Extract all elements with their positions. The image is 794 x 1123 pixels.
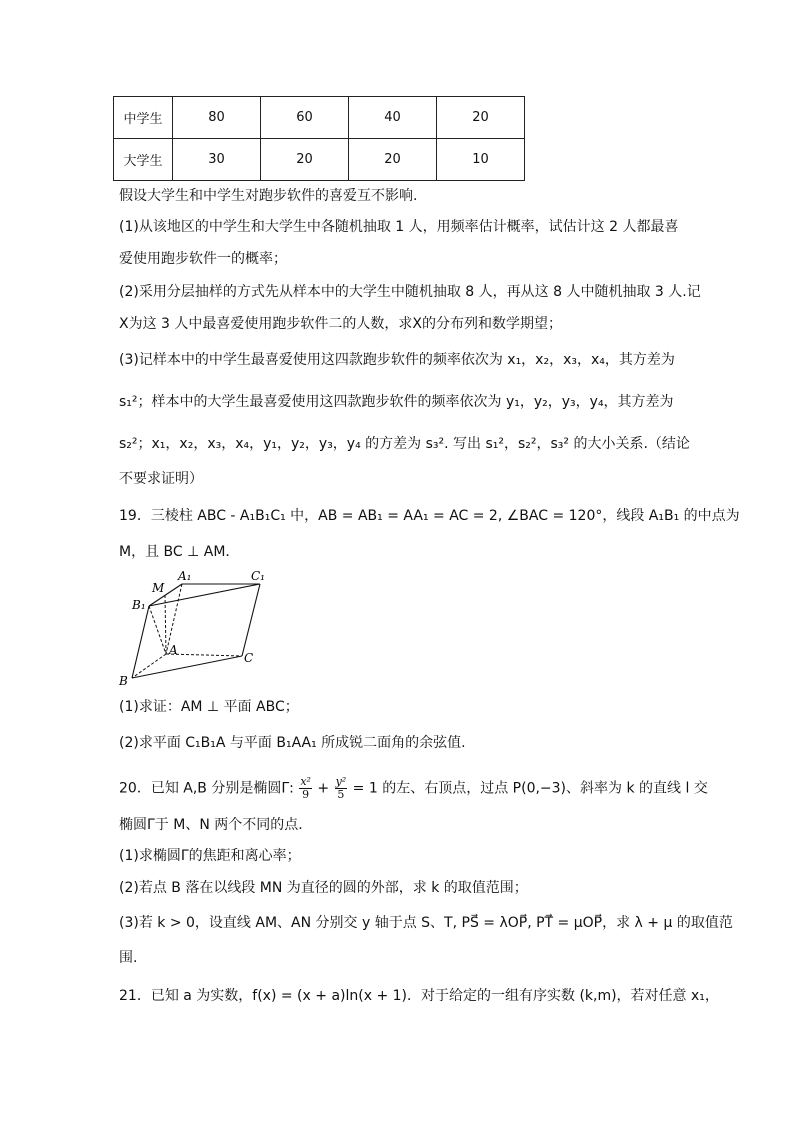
row-label: 中学生 <box>114 97 173 139</box>
table-cell: 20 <box>437 97 525 139</box>
q20-part2: (2)若点 B 落在以线段 MN 为直径的圆的外部，求 k 的取值范围； <box>119 880 528 896</box>
edge-M-A <box>165 595 166 654</box>
label-B1: B₁ <box>132 598 146 612</box>
edge-B-C <box>132 656 242 678</box>
q20-part3-line2: 围. <box>119 950 138 966</box>
table-cell: 80 <box>173 97 261 139</box>
q20-stem-line1 <box>119 776 708 801</box>
q18-part1-line2: 爱使用跑步软件一的概率； <box>119 251 287 267</box>
label-M: M <box>152 581 165 595</box>
table-cell: 60 <box>261 97 349 139</box>
edge-B1-A <box>149 606 166 654</box>
q20-part1: (1)求椭圆Γ的焦距和离心率； <box>119 848 301 864</box>
label-A: A <box>169 643 178 657</box>
edge-C1-C <box>242 584 260 656</box>
software-preference-table <box>113 96 525 181</box>
q18-part3-line2: s₁²；样本中的大学生最喜爱使用这四款跑步软件的频率依次为 y₁，y₂，y₃，y₄，其方差为 <box>119 394 674 410</box>
label-B: B <box>119 674 128 688</box>
q20-part3-line1: (3)若 k > 0，设直线 AM、AN 分别交 y 轴于点 S、T, PS⃗ = λOP⃗, PT⃗ = μOP⃗，求 λ + μ 的取值范 <box>119 915 733 931</box>
q20-stem-post: = 1 的左、右顶点，过点 P(0,−3)、斜率为 k 的直线 l 交 <box>352 780 708 797</box>
label-C: C <box>244 651 254 665</box>
table-cell: 20 <box>349 139 437 181</box>
row-label: 大学生 <box>114 139 173 181</box>
q18-assumption: 假设大学生和中学生对跑步软件的喜爱互不影响. <box>119 188 418 204</box>
plus-sign: + <box>317 780 330 797</box>
q20-stem-pre: 20．已知 A,B 分别是椭圆Γ: <box>119 780 294 797</box>
edge-B1-B <box>132 606 149 678</box>
table-cell: 30 <box>173 139 261 181</box>
q19-stem-line1: 19．三棱柱 ABC - A₁B₁C₁ 中，AB = AB₁ = AA₁ = AC = 2, ∠BAC = 120°，线段 A₁B₁ 的中点为 <box>119 508 740 524</box>
label-A1: A₁ <box>178 569 192 583</box>
q21-stem-line1: 21．已知 a 为实数，f(x) = (x + a)ln(x + 1)．对于给定的一组有序实数 (k,m)，若对任意 x₁， <box>119 988 719 1004</box>
table-cell: 10 <box>437 139 525 181</box>
q19-stem-line2: M，且 BC ⊥ AM． <box>119 544 240 560</box>
table-row <box>114 97 525 139</box>
table-cell: 20 <box>261 139 349 181</box>
q18-part3-line4: 不要求证明） <box>119 471 203 487</box>
q19-part2: (2)求平面 C₁B₁A 与平面 B₁AA₁ 所成锐二面角的余弦值. <box>119 735 466 751</box>
q18-part3-line1: (3)记样本中的中学生最喜爱使用这四款跑步软件的频率依次为 x₁，x₂，x₃，x₄，其方差为 <box>119 352 675 368</box>
q19-part1: (1)求证：AM ⊥ 平面 ABC； <box>119 699 299 715</box>
q18-part2-line2: X为这 3 人中最喜爱使用跑步软件二的人数，求X的分布列和数学期望； <box>119 316 562 332</box>
table-row <box>114 139 525 181</box>
label-C1: C₁ <box>251 569 265 583</box>
q18-part1-line1: (1)从该地区的中学生和大学生中各随机抽取 1 人，用频率估计概率，试估计这 2 人都最喜 <box>119 219 679 235</box>
table-cell: 40 <box>349 97 437 139</box>
q18-part2-line1: (2)采用分层抽样的方式先从样本中的大学生中随机抽取 8 人，再从这 8 人中随机抽取 3 人.记 <box>119 284 701 300</box>
fraction-x2-over-9: $\frac{\text{x²}}{9}$ <box>300 775 311 801</box>
fraction-y2-over-5: $\frac{\text{y²}}{5}$ <box>335 775 347 801</box>
prism-figure <box>114 566 274 690</box>
q18-part3-line3: s₂²；x₁，x₂，x₃，x₄，y₁，y₂，y₃，y₄ 的方差为 s₃². 写出 s₁²，s₂²，s₃² 的大小关系.（结论 <box>119 436 690 452</box>
q20-stem-line2: 椭圆Γ于 M、N 两个不同的点. <box>119 817 303 833</box>
